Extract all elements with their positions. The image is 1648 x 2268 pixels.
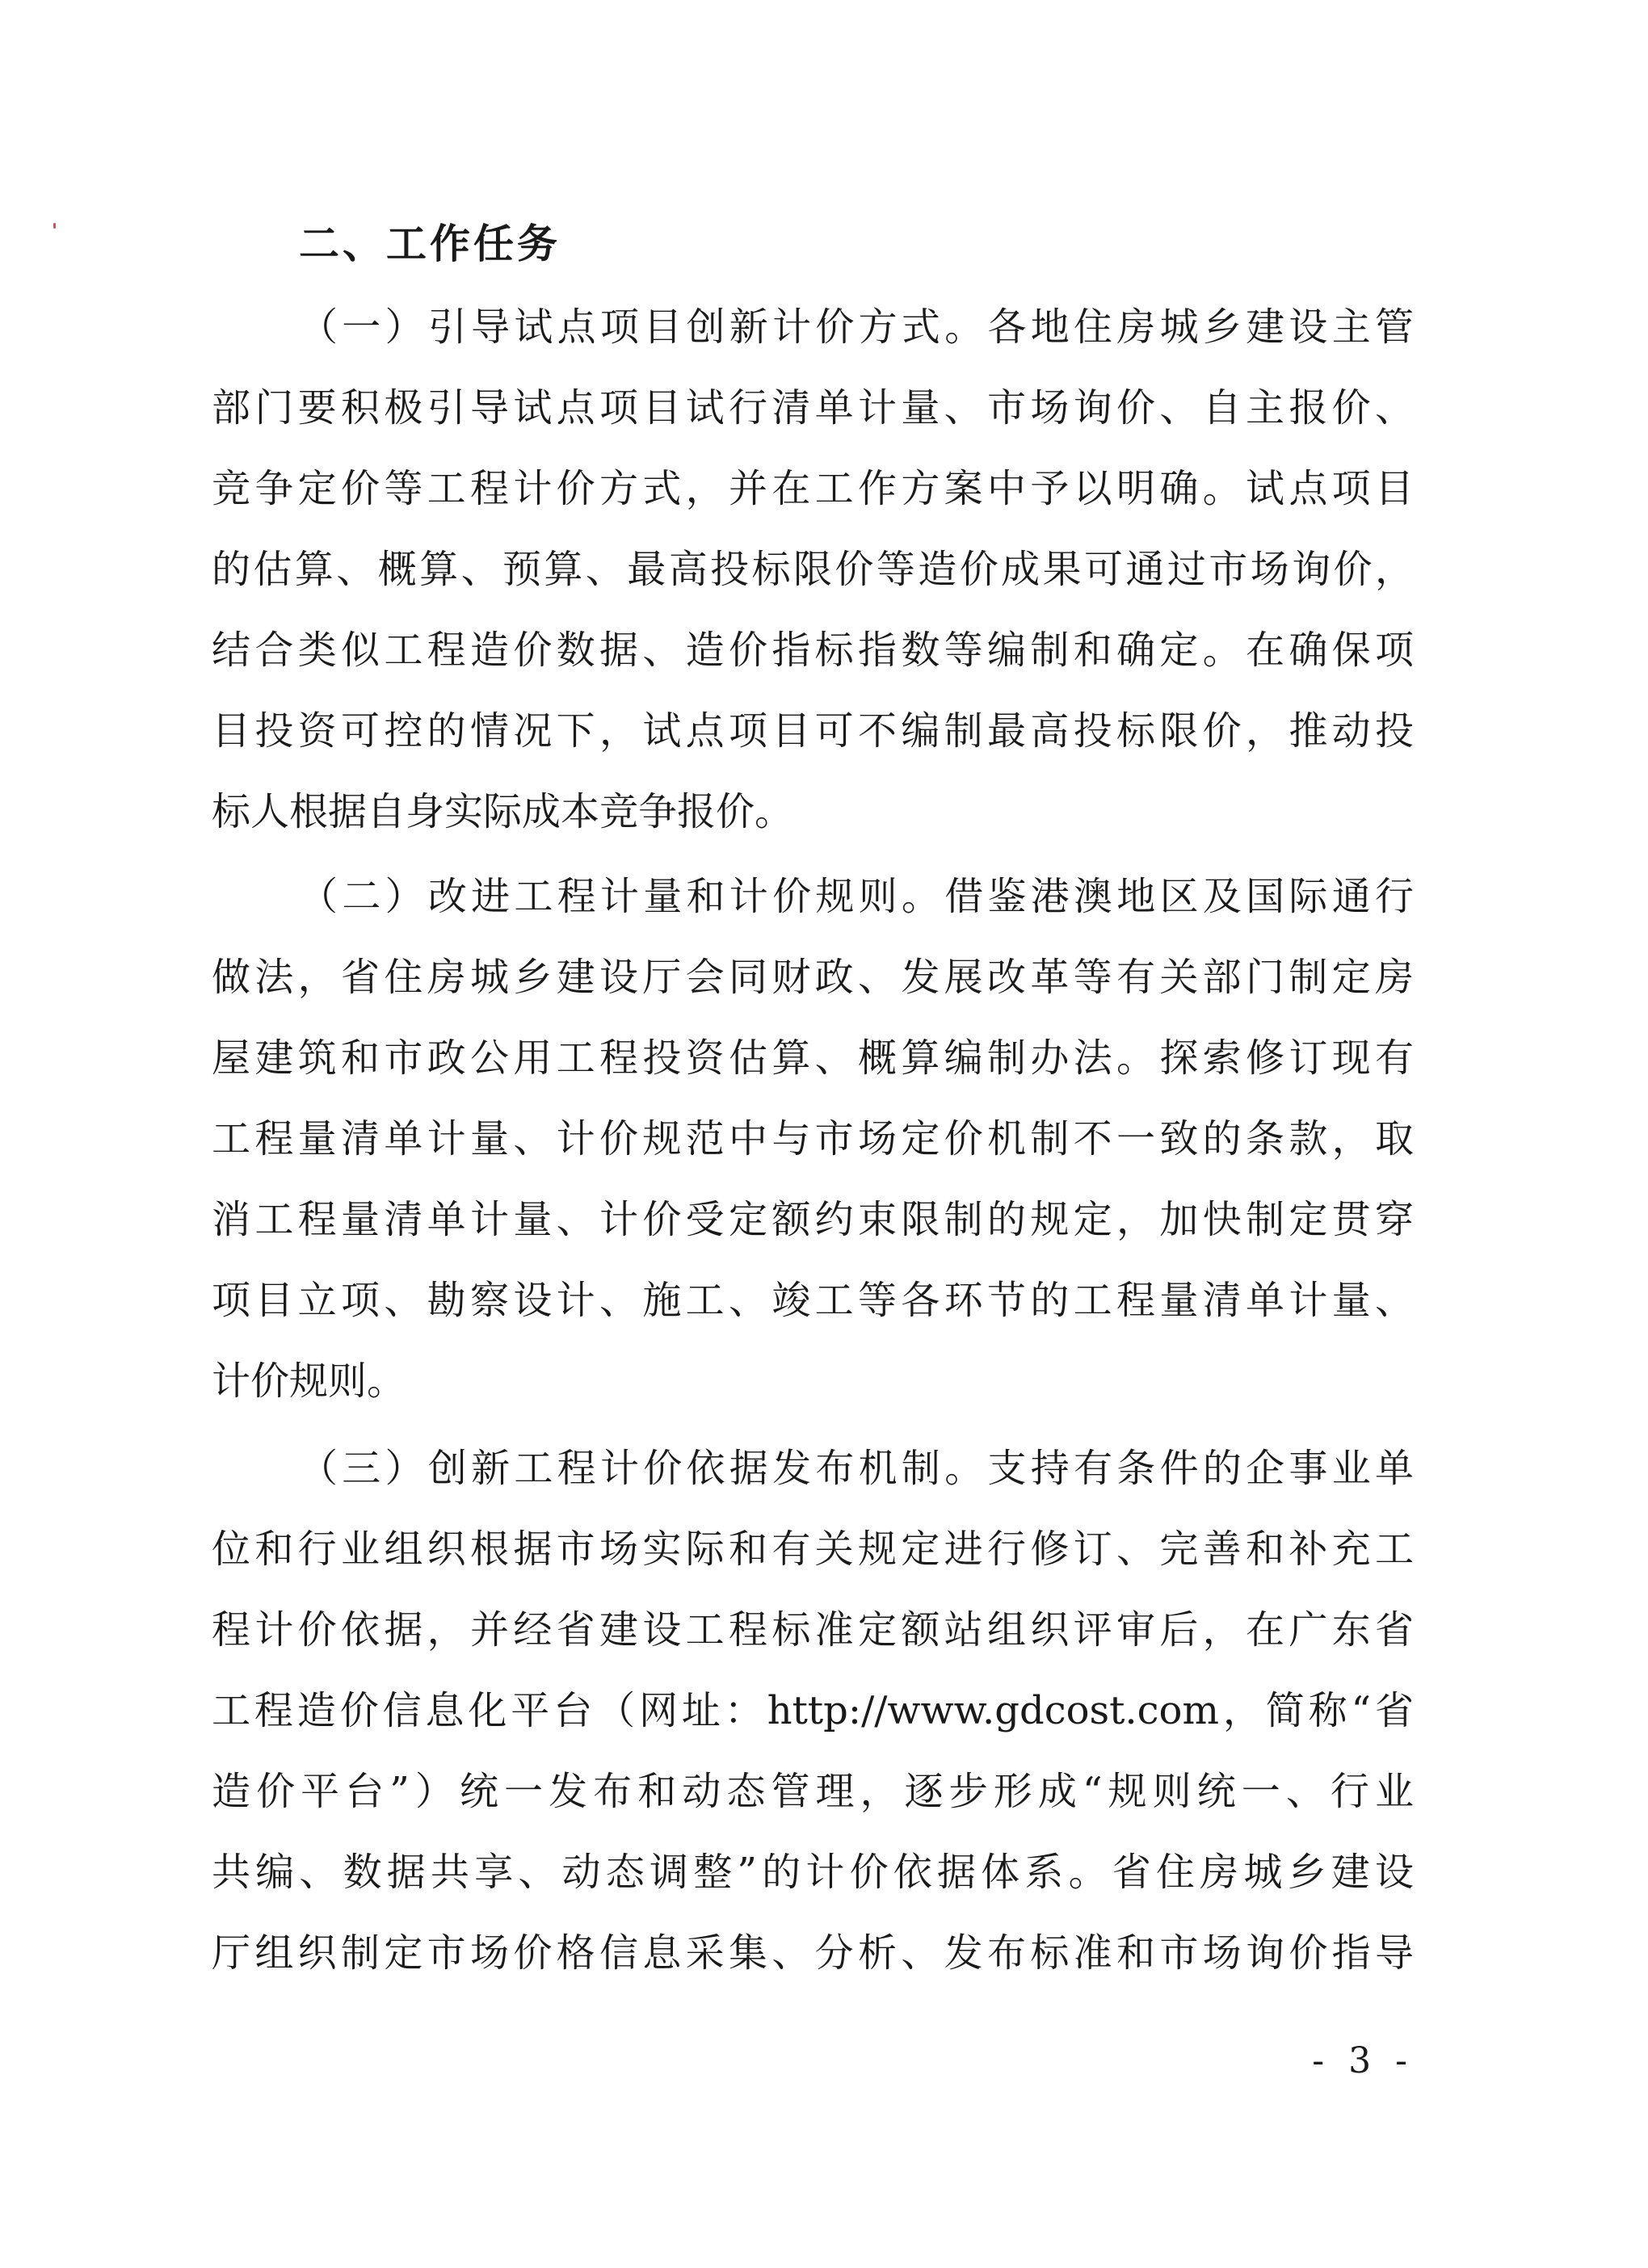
text-line: 部门要积极引导试点项目试行清单计量、市场询价、自主报价、 [212, 385, 1414, 430]
text-line: 程计价依据，并经省建设工程标准定额站组织评审后，在广东省 [212, 1607, 1414, 1653]
text-line: 做法，省住房城乡建设厅会同财政、发展改革等有关部门制定房 [212, 955, 1414, 1000]
text-line: 竞争定价等工程计价方式，并在工作方案中予以明确。试点项目 [212, 466, 1414, 511]
text-line: 结合类似工程造价数据、造价指标指数等编制和确定。在确保项 [212, 628, 1414, 673]
text-line: （三）创新工程计价依据发布机制。支持有条件的企事业单 [299, 1446, 1414, 1491]
text-line: （二）改进工程计量和计价规则。借鉴港澳地区及国际通行 [299, 874, 1414, 919]
text-line: 计价规则。 [212, 1359, 406, 1404]
text-line: 标人根据自身实际成本竞争报价。 [212, 789, 794, 834]
text-line: 共编、数据共享、动态调整”的计价依据体系。省住房城乡建设 [212, 1850, 1414, 1895]
text-line: 的估算、概算、预算、最高投标限价等造价成果可通过市场询价， [212, 547, 1414, 592]
text-line: 厅组织制定市场价格信息采集、分析、发布标准和市场询价指导 [212, 1930, 1414, 1976]
page-number: - 3 - [1312, 2040, 1414, 2081]
ink-speck [53, 223, 56, 229]
text-line: 工程造价信息化平台（网址：http://www.gdcost.com，简称“省 [212, 1688, 1414, 1733]
text-line: 造价平台”）统一发布和动态管理，逐步形成“规则统一、行业 [212, 1769, 1414, 1814]
text-line: 目投资可控的情况下，试点项目可不编制最高投标限价，推动投 [212, 708, 1414, 754]
text-line: 工程量清单计量、计价规范中与市场定价机制不一致的条款，取 [212, 1116, 1414, 1161]
text-line: （一）引导试点项目创新计价方式。各地住房城乡建设主管 [299, 304, 1414, 350]
text-line: 屋建筑和市政公用工程投资估算、概算编制办法。探索修订现有 [212, 1035, 1414, 1081]
text-line: 项目立项、勘察设计、施工、竣工等各环节的工程量清单计量、 [212, 1278, 1414, 1323]
text-line: 消工程量清单计量、计价受定额约束限制的规定，加快制定贯穿 [212, 1197, 1414, 1242]
section-heading: 二、工作任务 [299, 220, 561, 267]
text-line: 位和行业组织根据市场实际和有关规定进行修订、完善和补充工 [212, 1527, 1414, 1572]
